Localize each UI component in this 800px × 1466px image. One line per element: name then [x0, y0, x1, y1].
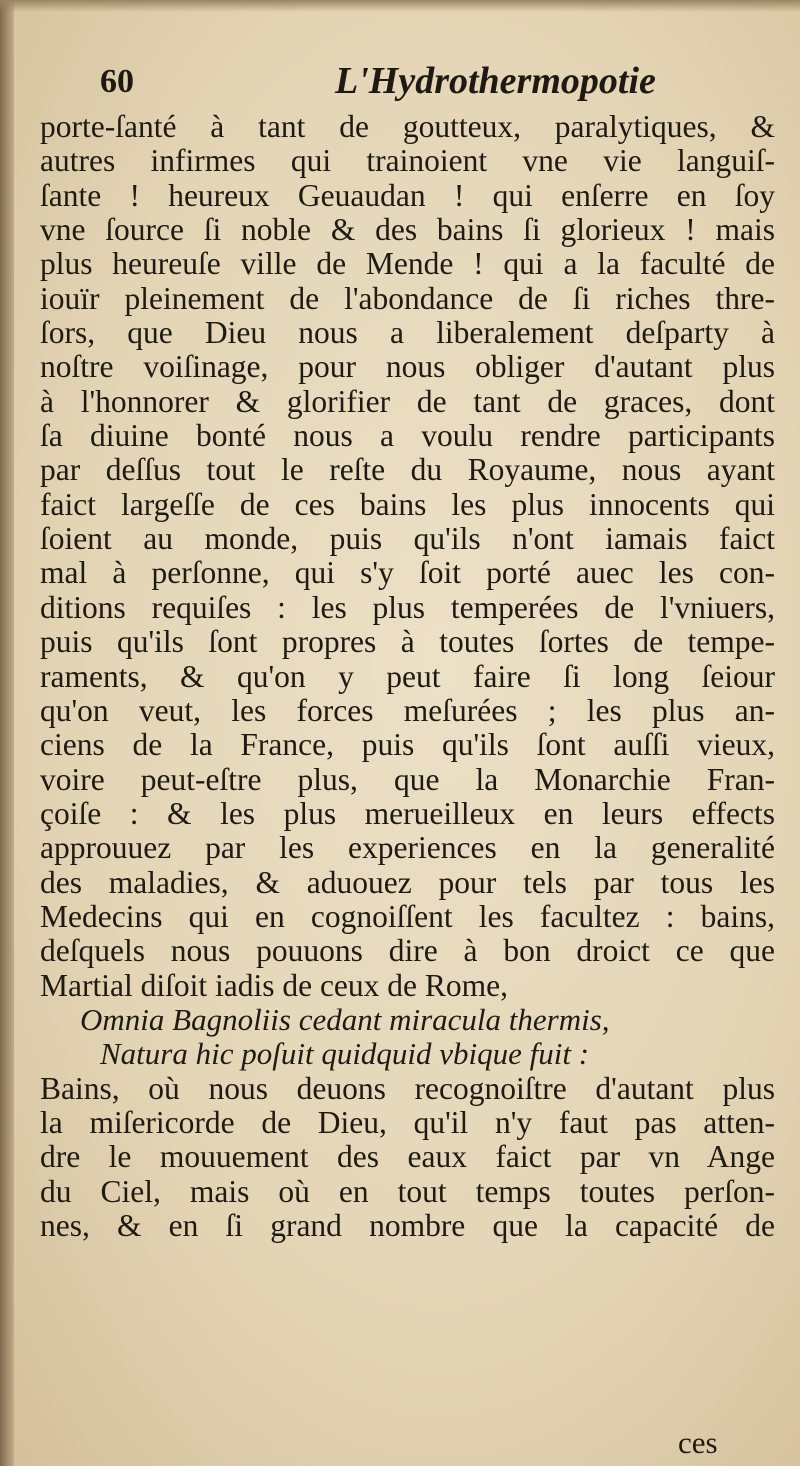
latin-verse: Omnia Bagnoliis cedant miracula thermis, — [80, 1001, 610, 1037]
text-line: ſoient au monde, puis qu'ils n'ont iamais faict — [40, 521, 775, 557]
running-title: L'Hydrothermopotie — [335, 60, 656, 102]
page-header — [100, 55, 760, 115]
text-line: ſa diuine bonté nous a voulu rendre participants — [40, 418, 775, 454]
text-line: Medecins qui en cognoiſſent les facultez : bains, — [40, 898, 775, 934]
text-line: çoiſe : & les plus merueilleux en leurs effects — [40, 795, 775, 831]
text-line: porte-ſanté à tant de goutteux, paralytiques, & — [40, 109, 775, 144]
text-line: par deſſus tout le reſte du Royaume, nous ayant — [40, 452, 775, 488]
text-line: plus heureuſe ville de Mende ! qui a la faculté de — [40, 246, 775, 282]
text-line: Bains, où nous deuons recognoiſtre d'autant plus — [40, 1070, 775, 1106]
text-line: dre le mouuement des eaux faict par vn Ange — [40, 1139, 775, 1175]
text-line: qu'on veut, les forces meſurées ; les plus an- — [40, 692, 775, 728]
text-line: des maladies, & aduouez pour tels par tous les — [40, 864, 775, 900]
text-line: la miſericorde de Dieu, qu'il n'y faut pas atten- — [40, 1104, 775, 1140]
page-number: 60 — [100, 63, 134, 100]
text-line: ciens de la France, puis qu'ils ſont auſſi vieux, — [40, 727, 775, 763]
text-line: puis qu'ils ſont propres à toutes ſortes de tempe- — [40, 624, 775, 660]
text-line: raments, & qu'on y peut faire ſi long ſeiour — [40, 658, 775, 694]
text-line: mal à perſonne, qui s'y ſoit porté auec les con- — [40, 555, 775, 591]
text-line: ſante ! heureux Geuaudan ! qui enſerre en ſoy — [40, 177, 775, 213]
latin-verse: Natura hic poſuit quidquid vbique fuit : — [100, 1036, 590, 1072]
text-line: ditions requiſes : les plus temperées de l'vniuers, — [40, 589, 775, 625]
text-line: deſquels nous pouuons dire à bon droict ce que — [40, 933, 775, 969]
body-text — [40, 110, 775, 1243]
text-line: voire peut-eſtre plus, que la Monarchie Fran- — [40, 761, 775, 797]
text-line: faict largeſſe de ces bains les plus innocents qui — [40, 486, 775, 522]
text-line: autres infirmes qui trainoient vne vie languiſ- — [40, 143, 775, 179]
text-line: vne ſource ſi noble & des bains ſi glorieux ! mais — [40, 212, 775, 248]
text-line: approuuez par les experiences en la generalité — [40, 830, 775, 866]
text-line: ſors, que Dieu nous a liberalement deſparty à — [40, 315, 775, 351]
text-line: du Ciel, mais où en tout temps toutes perſon- — [40, 1173, 775, 1209]
text-line: Martial diſoit iadis de ceux de Rome, — [40, 967, 509, 1003]
page-gutter — [0, 0, 14, 1466]
text-line: à l'honnorer & glorifier de tant de graces, dont — [40, 383, 775, 419]
page-top-edge — [0, 0, 800, 12]
text-line: noſtre voiſinage, pour nous obliger d'autant plus — [40, 349, 775, 385]
text-line: nes, & en ſi grand nombre que la capacité de — [40, 1208, 775, 1243]
text-line: iouïr pleinement de l'abondance de ſi riches thre- — [40, 280, 775, 316]
catchword: ces — [678, 1425, 718, 1460]
